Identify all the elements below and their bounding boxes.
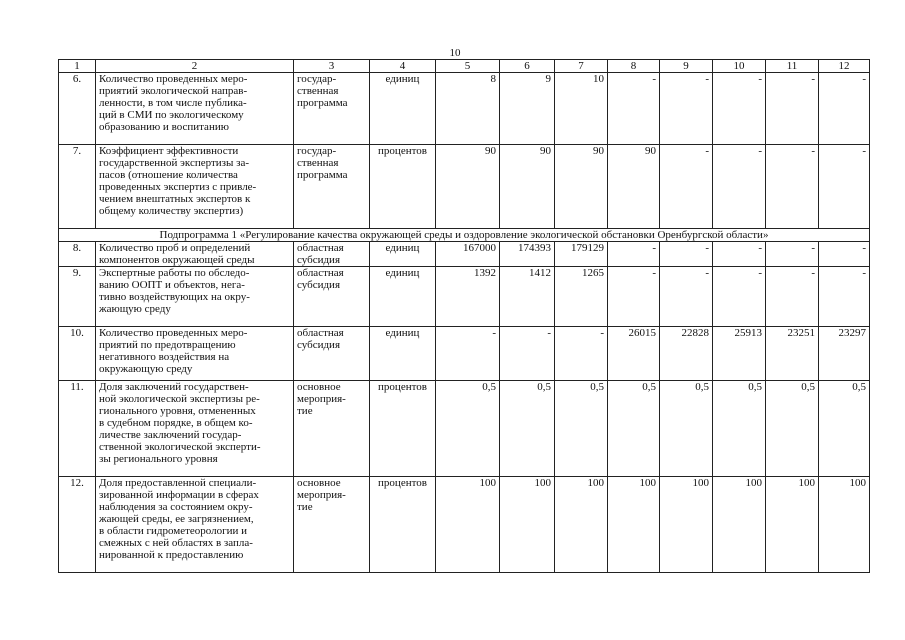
value-cell: 100 bbox=[819, 477, 870, 573]
value-cell: 0,5 bbox=[766, 381, 819, 477]
indicators-table bbox=[58, 59, 870, 573]
value-cell: - bbox=[713, 267, 766, 327]
value-cell: 0,5 bbox=[713, 381, 766, 477]
value-cell: 26015 bbox=[608, 327, 660, 381]
subprogram-title: Подпрограмма 1 «Регулирование качества окружающей среды и оздоровление экологической обстановки Оренбургской области» bbox=[59, 229, 870, 242]
value-cell: - bbox=[819, 267, 870, 327]
value-cell: 0,5 bbox=[500, 381, 555, 477]
row-number: 7. bbox=[59, 145, 96, 229]
value-cell: - bbox=[713, 73, 766, 145]
indicator-source: государ- ственная программа bbox=[294, 73, 370, 145]
value-cell: - bbox=[660, 145, 713, 229]
table-row bbox=[59, 267, 870, 327]
value-cell: 1265 bbox=[555, 267, 608, 327]
value-cell: - bbox=[608, 73, 660, 145]
indicator-name: Экспертные работы по обследо- ванию ООПТ и объектов, нега- тивно воздействующих на окру- жающую среду bbox=[96, 267, 294, 327]
row-number: 10. bbox=[59, 327, 96, 381]
value-cell: - bbox=[819, 242, 870, 267]
indicator-unit: процентов bbox=[370, 145, 436, 229]
column-header: 10 bbox=[713, 60, 766, 73]
indicator-name: Коэффициент эффективности государственной экспертизы за- пасов (отношение количества проведенных экспертиз с привле- чением внештатных экспертов к общему количеству экспертиз) bbox=[96, 145, 294, 229]
page-number: 10 bbox=[449, 47, 461, 59]
value-cell: 1392 bbox=[436, 267, 500, 327]
table-row bbox=[59, 242, 870, 267]
value-cell: - bbox=[660, 267, 713, 327]
value-cell: - bbox=[766, 73, 819, 145]
table-body bbox=[59, 73, 870, 573]
value-cell: 90 bbox=[555, 145, 608, 229]
value-cell: 23251 bbox=[766, 327, 819, 381]
indicator-source: основное мероприя- тие bbox=[294, 477, 370, 573]
table-row bbox=[59, 145, 870, 229]
indicator-source: областная субсидия bbox=[294, 327, 370, 381]
indicator-name: Доля заключений государствен- ной экологической экспертизы ре- гионального уровня, отмененных в судебном порядке, в общем ко- личестве заключений государ- ственной экологической эксперти- зы регионального уровня bbox=[96, 381, 294, 477]
indicator-unit: единиц bbox=[370, 267, 436, 327]
value-cell: - bbox=[713, 145, 766, 229]
value-cell: 0,5 bbox=[819, 381, 870, 477]
value-cell: 22828 bbox=[660, 327, 713, 381]
table-row bbox=[59, 477, 870, 573]
value-cell: 0,5 bbox=[555, 381, 608, 477]
column-header: 9 bbox=[660, 60, 713, 73]
value-cell: 100 bbox=[500, 477, 555, 573]
value-cell: 167000 bbox=[436, 242, 500, 267]
value-cell: - bbox=[555, 327, 608, 381]
column-header: 8 bbox=[608, 60, 660, 73]
row-number: 8. bbox=[59, 242, 96, 267]
value-cell: - bbox=[713, 242, 766, 267]
column-header: 4 bbox=[370, 60, 436, 73]
value-cell: - bbox=[819, 73, 870, 145]
value-cell: - bbox=[500, 327, 555, 381]
value-cell: 100 bbox=[608, 477, 660, 573]
value-cell: 90 bbox=[608, 145, 660, 229]
value-cell: - bbox=[660, 242, 713, 267]
row-number: 6. bbox=[59, 73, 96, 145]
value-cell: 25913 bbox=[713, 327, 766, 381]
value-cell: 10 bbox=[555, 73, 608, 145]
value-cell: 174393 bbox=[500, 242, 555, 267]
column-header: 7 bbox=[555, 60, 608, 73]
value-cell: 100 bbox=[555, 477, 608, 573]
value-cell: 9 bbox=[500, 73, 555, 145]
indicator-source: государ- ственная программа bbox=[294, 145, 370, 229]
column-header: 11 bbox=[766, 60, 819, 73]
indicator-source: областная субсидия bbox=[294, 242, 370, 267]
indicator-unit: единиц bbox=[370, 327, 436, 381]
row-number: 12. bbox=[59, 477, 96, 573]
indicator-source: основное мероприя- тие bbox=[294, 381, 370, 477]
value-cell: - bbox=[766, 267, 819, 327]
table-row bbox=[59, 73, 870, 145]
value-cell: - bbox=[608, 267, 660, 327]
value-cell: 100 bbox=[713, 477, 766, 573]
column-header: 12 bbox=[819, 60, 870, 73]
value-cell: - bbox=[608, 242, 660, 267]
value-cell: 100 bbox=[436, 477, 500, 573]
row-number: 11. bbox=[59, 381, 96, 477]
indicator-unit: единиц bbox=[370, 242, 436, 267]
value-cell: - bbox=[436, 327, 500, 381]
column-header: 1 bbox=[59, 60, 96, 73]
indicator-name: Количество проведенных меро- приятий экологической направ- ленности, в том числе публика- ций в СМИ по экологическому образованию и воспитанию bbox=[96, 73, 294, 145]
value-cell: 179129 bbox=[555, 242, 608, 267]
value-cell: 0,5 bbox=[660, 381, 713, 477]
value-cell: - bbox=[660, 73, 713, 145]
header-row bbox=[59, 60, 870, 73]
indicator-name: Доля предоставленной специали- зированной информации в сферах наблюдения за состоянием окру- жающей среды, ее загрязнением, в области гидрометеорологии и смежных с ней областях в запла- нированной к предоставлению bbox=[96, 477, 294, 573]
column-header: 5 bbox=[436, 60, 500, 73]
value-cell: - bbox=[766, 145, 819, 229]
value-cell: 0,5 bbox=[608, 381, 660, 477]
indicator-unit: процентов bbox=[370, 381, 436, 477]
indicator-unit: процентов bbox=[370, 477, 436, 573]
value-cell: 100 bbox=[766, 477, 819, 573]
table-row bbox=[59, 327, 870, 381]
column-header: 2 bbox=[96, 60, 294, 73]
indicator-source: областная субсидия bbox=[294, 267, 370, 327]
table-row bbox=[59, 381, 870, 477]
value-cell: 90 bbox=[436, 145, 500, 229]
row-number: 9. bbox=[59, 267, 96, 327]
value-cell: 1412 bbox=[500, 267, 555, 327]
value-cell: - bbox=[766, 242, 819, 267]
value-cell: - bbox=[819, 145, 870, 229]
value-cell: 90 bbox=[500, 145, 555, 229]
indicator-name: Количество проб и определений компонентов окружающей среды bbox=[96, 242, 294, 267]
value-cell: 0,5 bbox=[436, 381, 500, 477]
indicator-unit: единиц bbox=[370, 73, 436, 145]
column-header: 6 bbox=[500, 60, 555, 73]
indicator-name: Количество проведенных меро- приятий по предотвращению негативного воздействия на окружающую среду bbox=[96, 327, 294, 381]
value-cell: 8 bbox=[436, 73, 500, 145]
value-cell: 23297 bbox=[819, 327, 870, 381]
value-cell: 100 bbox=[660, 477, 713, 573]
column-header: 3 bbox=[294, 60, 370, 73]
subprogram-row bbox=[59, 229, 870, 242]
